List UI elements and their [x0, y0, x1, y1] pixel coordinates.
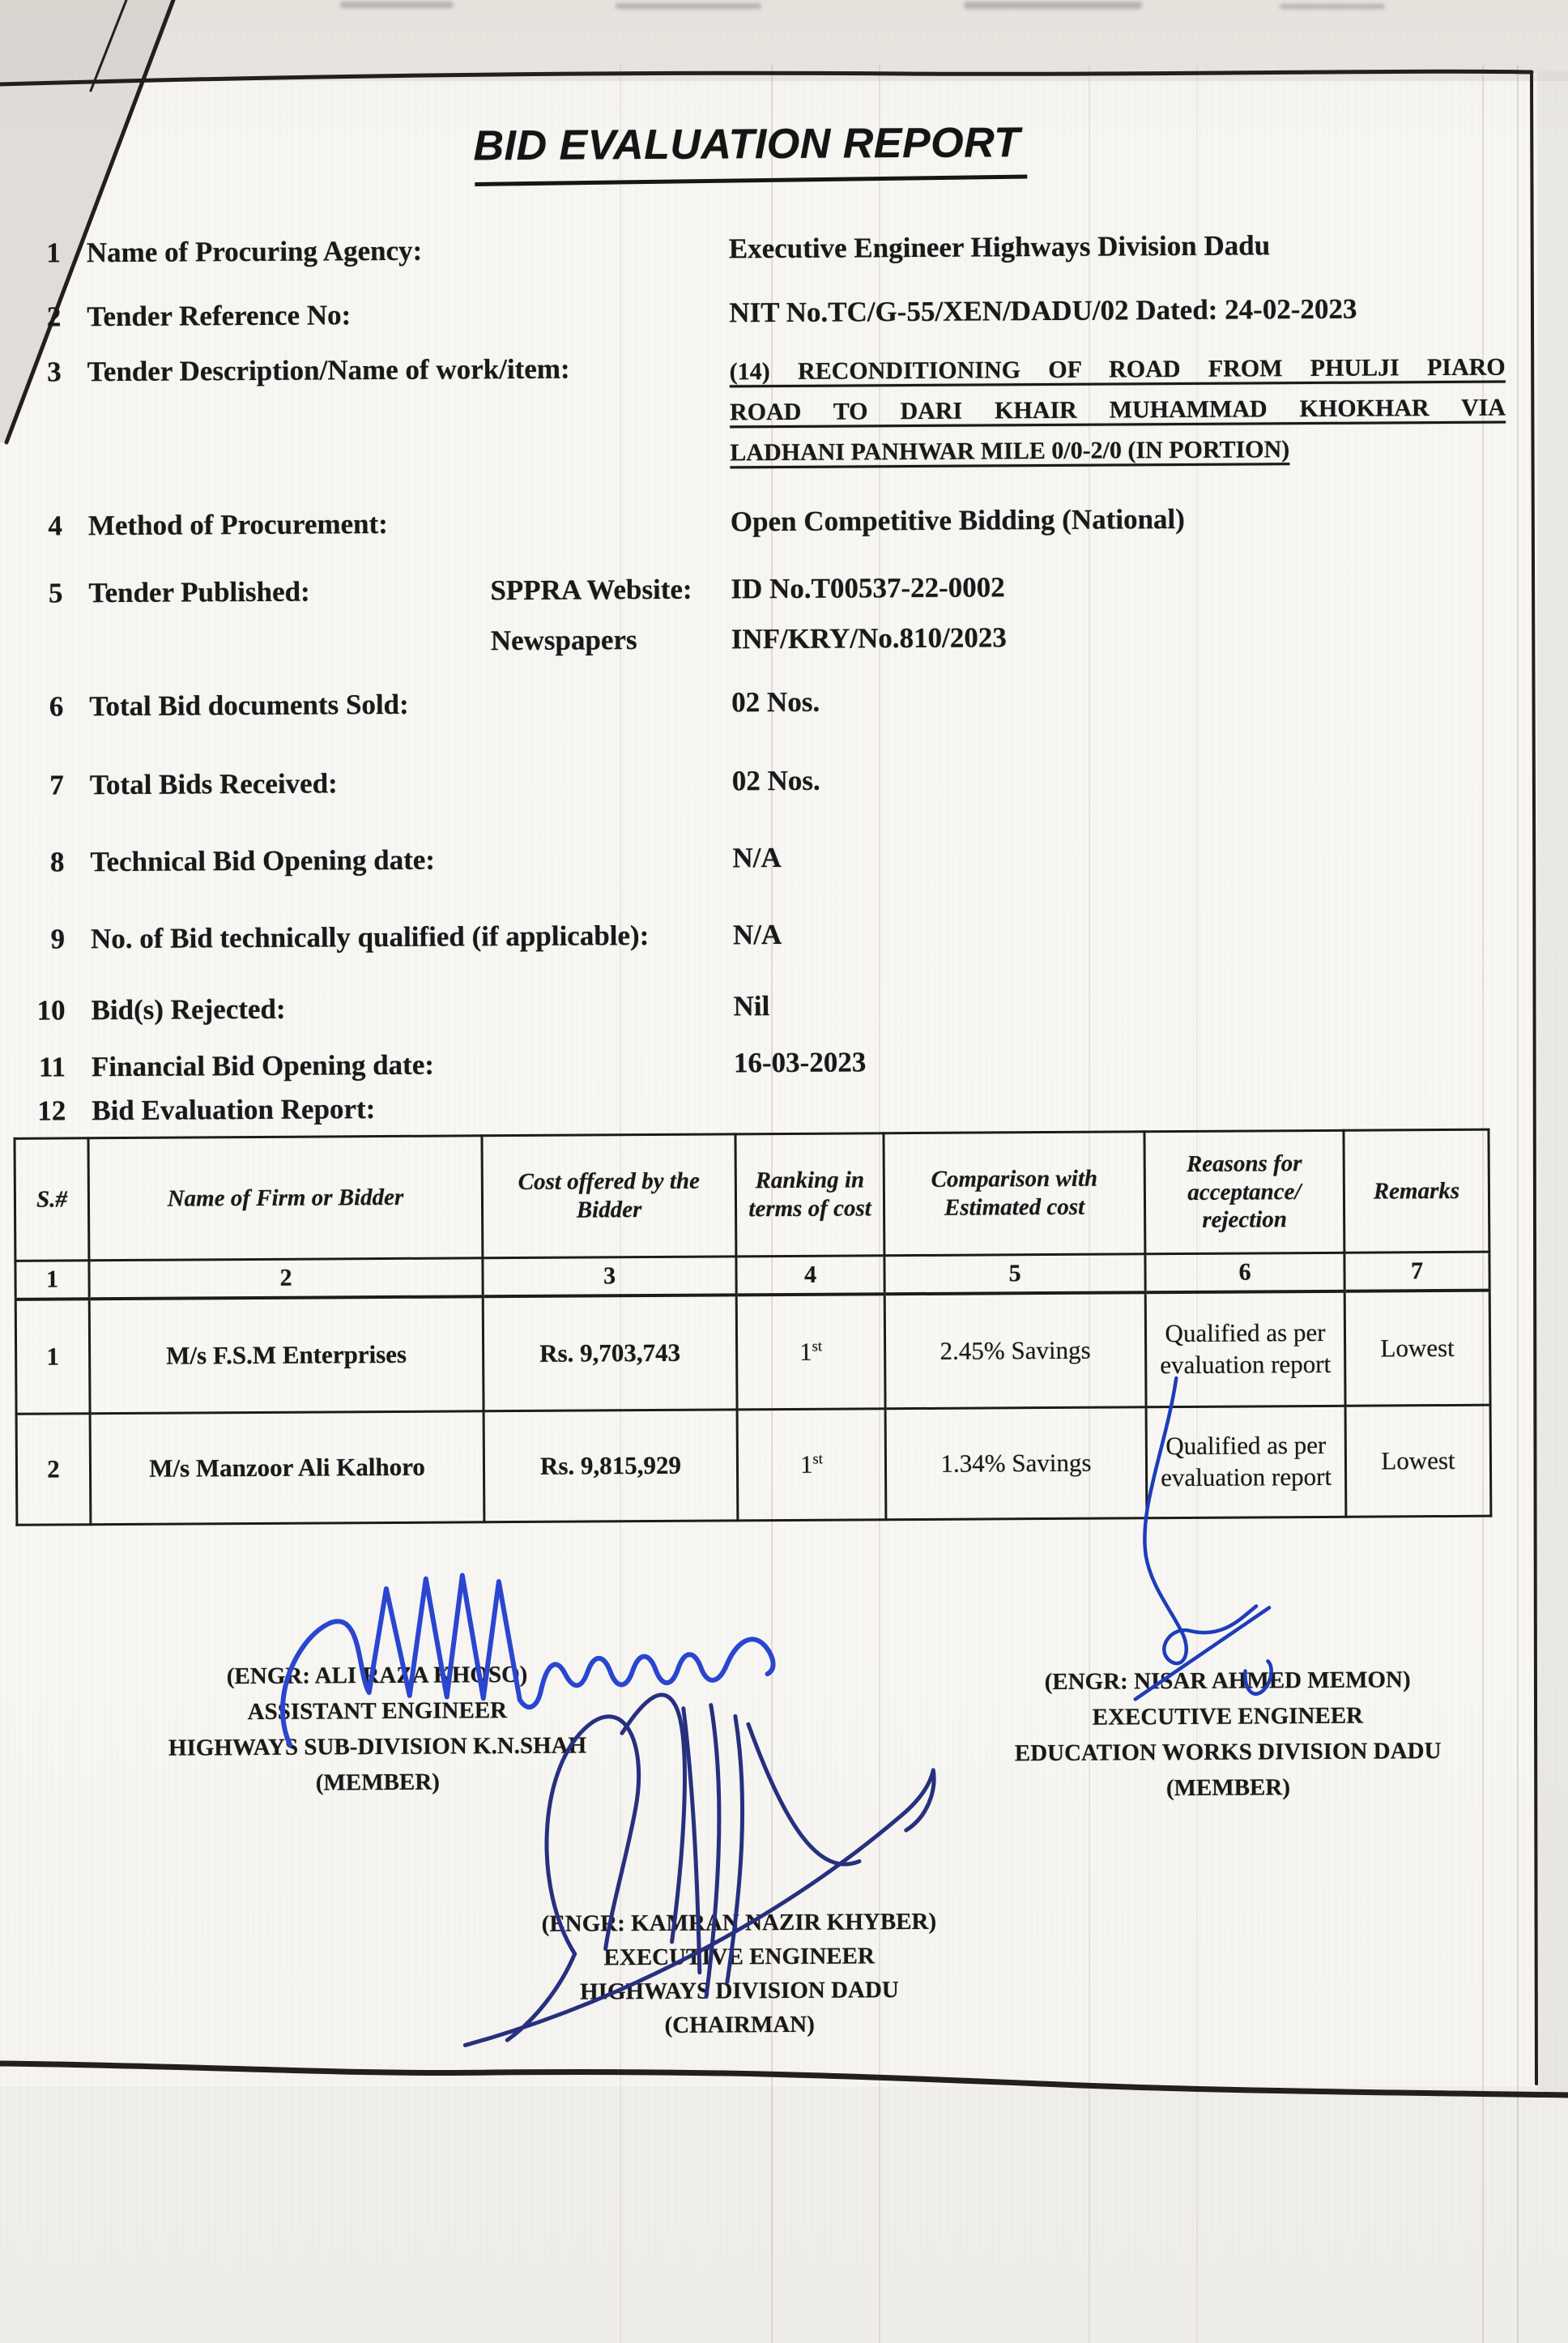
column-number: 4: [736, 1256, 884, 1295]
item-label: No. of Bid technically qualified (if applicable):: [90, 920, 650, 955]
header-serial: S.#: [15, 1138, 89, 1261]
item-value: N/A: [732, 842, 782, 874]
signature-nisar-ahmed-memon: [1133, 1377, 1272, 1699]
item-label: Tender Reference No:: [87, 299, 352, 333]
rank-value: 1: [799, 1337, 812, 1366]
column-number: 1: [15, 1261, 89, 1300]
cell-cost: Rs. 9,703,743: [483, 1295, 737, 1410]
column-number: 7: [1344, 1252, 1489, 1291]
header-cost: Cost offered by the Bidder: [482, 1134, 736, 1258]
item-label: Technical Bid Opening date:: [90, 843, 436, 878]
cell-serial: 1: [15, 1299, 90, 1414]
header-reasons: Reasons for acceptance/ rejection: [1144, 1130, 1344, 1253]
item-label: Name of Procuring Agency:: [86, 234, 423, 269]
item-value: Open Competitive Bidding (National): [730, 502, 1185, 538]
signatory-title: ASSISTANT ENGINEER: [247, 1697, 508, 1726]
cell-remarks: Lowest: [1344, 1291, 1490, 1406]
header-comparison: Comparison with Estimated cost: [884, 1132, 1145, 1256]
header-firm: Name of Firm or Bidder: [88, 1136, 483, 1261]
item-number: 1: [46, 237, 61, 269]
signatory-division: EDUCATION WORKS DIVISION DADU: [1014, 1738, 1442, 1767]
item-number: 8: [49, 846, 65, 878]
item-value: N/A: [732, 919, 782, 951]
signatory-role: (MEMBER): [315, 1769, 440, 1796]
item-value: Executive Engineer Highways Division Dadu: [728, 229, 1271, 265]
item-label: Method of Procurement:: [87, 507, 388, 542]
item-number: 5: [48, 577, 63, 609]
item-label: Total Bids Received:: [89, 767, 338, 801]
signature-kamran-nazir-khyber: [463, 1693, 935, 2046]
work-description-line: LADHANI PANHWAR MILE 0/0-2/0 (IN PORTION): [730, 436, 1290, 467]
item-label: Total Bid documents Sold:: [89, 688, 409, 723]
cell-firm-name: M/s F.S.M Enterprises: [89, 1296, 484, 1413]
cell-remarks: Lowest: [1345, 1405, 1491, 1517]
item-number: 9: [50, 923, 66, 955]
item-number: 2: [46, 301, 62, 333]
signatory-role: (CHAIRMAN): [664, 2011, 815, 2038]
signatory-title: EXECUTIVE ENGINEER: [603, 1943, 875, 1971]
item-label: Tender Description/Name of work/item:: [87, 352, 570, 388]
item-value: 16-03-2023: [733, 1046, 867, 1079]
publish-channel-1: SPPRA Website:: [490, 573, 692, 607]
header-ranking: Ranking in terms of cost: [735, 1133, 884, 1257]
item-value: 02 Nos.: [731, 685, 820, 719]
cell-serial: 2: [16, 1414, 91, 1526]
cell-comparison: 1.34% Savings: [885, 1407, 1147, 1520]
work-description-line: (14) RECONDITIONING OF ROAD FROM PHULJI PIARO: [729, 353, 1506, 386]
signatory-division: HIGHWAYS SUB-DIVISION K.N.SHAH: [168, 1732, 587, 1761]
item-value: NIT No.TC/G-55/XEN/DADU/02 Dated: 24-02-2023: [729, 292, 1357, 329]
report-title: BID EVALUATION REPORT: [473, 119, 1020, 170]
item-value: 02 Nos.: [731, 764, 820, 797]
item-number: 3: [47, 356, 62, 388]
item-number: 6: [49, 690, 64, 723]
item-number: 12: [37, 1095, 66, 1127]
column-number: 5: [884, 1254, 1145, 1294]
signatory-title: EXECUTIVE ENGINEER: [1092, 1702, 1364, 1731]
publish-value-1: ID No.T00537-22-0002: [731, 571, 1005, 605]
signatory-name: (ENGR: ALI RAZA KHOSO): [226, 1661, 528, 1690]
rank-ordinal: st: [812, 1338, 823, 1355]
item-value: Nil: [733, 990, 770, 1022]
item-label: Tender Published:: [88, 575, 310, 609]
publish-value-2: INF/KRY/No.810/2023: [731, 621, 1007, 655]
publish-channel-2: Newspapers: [490, 624, 637, 657]
signatory-name: (ENGR: KAMRAN NAZIR KHYBER): [541, 1908, 937, 1937]
signatory-name: (ENGR: NISAR AHMED MEMON): [1044, 1667, 1411, 1696]
column-number: 3: [483, 1257, 736, 1296]
cell-reason: Qualified as per evaluation report: [1145, 1291, 1345, 1407]
work-description-line: ROAD TO DARI KHAIR MUHAMMAD KHOKHAR VIA: [729, 394, 1506, 426]
item-number: 7: [49, 769, 64, 801]
cell-comparison: 2.45% Savings: [884, 1292, 1146, 1408]
header-remarks: Remarks: [1344, 1129, 1489, 1253]
signature-ali-raza-khoso: [282, 1573, 773, 1745]
cell-cost: Rs. 9,815,929: [484, 1410, 738, 1522]
item-number: 10: [36, 994, 66, 1026]
signatory-division: HIGHWAYS DIVISION DADU: [579, 1977, 899, 2005]
cell-firm-name: M/s Manzoor Ali Kalhoro: [90, 1411, 484, 1525]
item-number: 4: [48, 510, 63, 542]
item-number: 11: [38, 1051, 66, 1083]
cell-reason: Qualified as per evaluation report: [1146, 1406, 1346, 1518]
rank-value: 1: [799, 1449, 813, 1479]
column-number: 6: [1145, 1253, 1344, 1292]
column-number: 2: [89, 1258, 483, 1299]
rank-ordinal: st: [812, 1450, 823, 1468]
item-label: Bid(s) Rejected:: [91, 992, 286, 1026]
signatory-role: (MEMBER): [1165, 1774, 1291, 1802]
item-label: Bid Evaluation Report:: [92, 1093, 376, 1127]
item-label: Financial Bid Opening date:: [91, 1048, 435, 1083]
